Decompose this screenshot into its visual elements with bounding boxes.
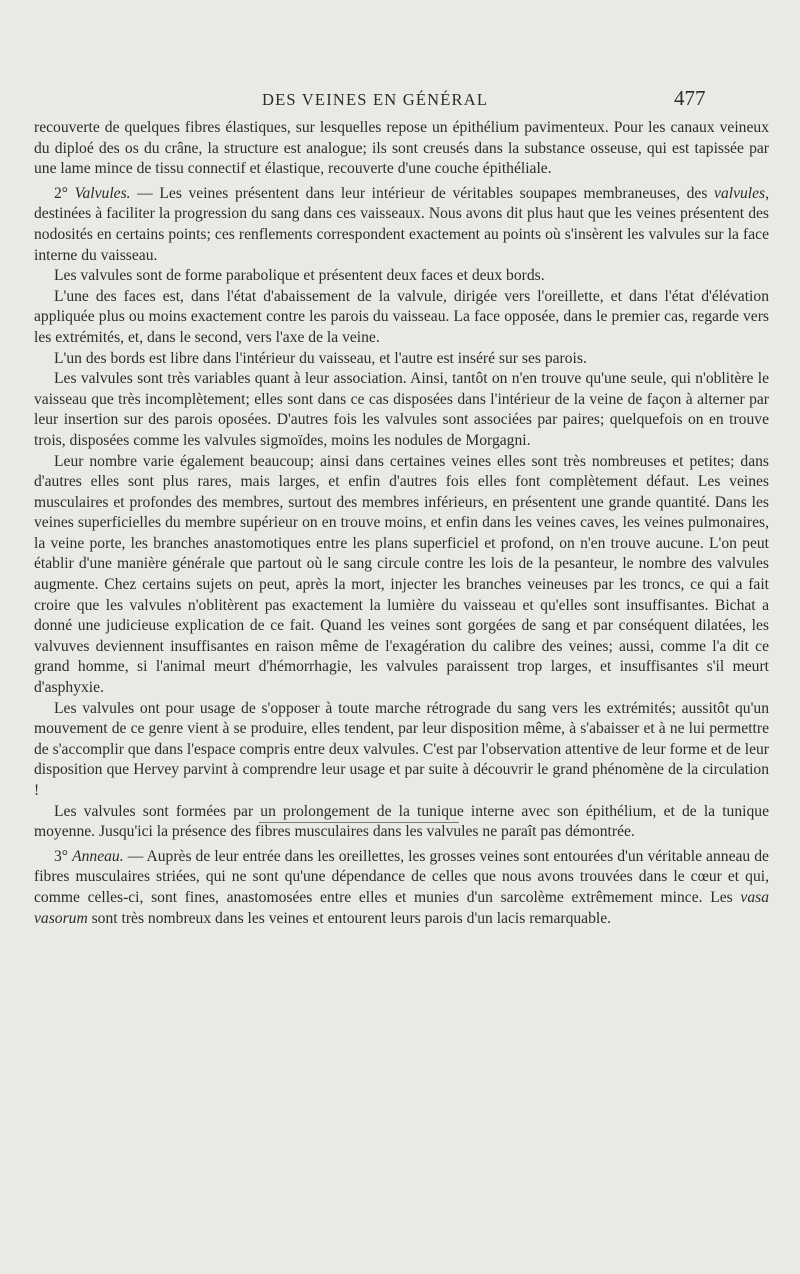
section-title: Anneau. bbox=[72, 847, 124, 865]
section-number: 2° bbox=[54, 184, 69, 202]
paragraph: L'une des faces est, dans l'état d'abaissement de la valvule, dirigée vers l'oreillette, et dans l'état d'élévation appliquée plus ou moins exactement contre les parois du vaisseau. La face opposée, dans le premier cas, regarde vers les extrémités, et, dans le second, vers l'axe de la veine. bbox=[34, 287, 769, 346]
footer-rule bbox=[259, 822, 459, 823]
paragraph: Leur nombre varie également beaucoup; ainsi dans certaines veines elles sont très nombreuses et petites; dans d'autres elles sont plus rares, mais larges, et enfin d'autres fois elles font complètement défaut. Les veines musculaires et profondes des membres, surtout des membres inférieurs, en présentent une grande quantité. Dans les veines superficielles du membre supérieur on en trouve moins, et enfin dans les veines caves, les veines pulmonaires, la veine porte, les branches anastomotiques entre les plans superficiel et profond, on n'en trouve aucune. L'on peut établir d'une manière générale que partout où le sang circule contre les lois de la pesanteur, le nombre des valvules augmente. Chez certains sujets on peut, après la mort, injecter les branches veineuses par les troncs, ce qui a fait croire que les valvules n'oblitèrent pas exactement la lumière du vaisseau et qu'elles sont insuffisantes. Bichat a donné une judicieuse explication de ce fait. Quand les veines sont gorgées de sang et par conséquent dilatées, les valvuves deviennent insuffisantes en raison même de l'exagération du calibre des veines; aussi, comme l'a dit ce grand homme, si l'animal meurt d'hémorrhagie, les valvules paraissent trop larges, et insuffisantes s'il meurt d'asphyxie. bbox=[34, 452, 769, 697]
running-title: DES VEINES EN GÉNÉRAL bbox=[262, 90, 489, 109]
paragraph-text: sont très nombreux dans les veines et entourent leurs parois d'un lacis remarquable. bbox=[87, 909, 612, 927]
section-dash: — bbox=[130, 184, 160, 202]
paragraph: Les valvules ont pour usage de s'opposer à toute marche rétrograde du sang vers les extrémités; aussitôt qu'un mouvement de ce genre vient à se produire, elles tendent, par leur disposition même, à s'abaisser et à ne lui permettre de s'accomplir que dans l'espace compris entre deux valvules. C'est par l'observation attentive de leur forme et de leur disposition que Hervey parvint à comprendre leur usage et par suite à découvrir le grand phénomène de la circulation ! bbox=[34, 699, 769, 799]
section-anneau bbox=[34, 847, 769, 929]
section-number: 3° bbox=[54, 847, 69, 865]
paragraph-text: , destinées à faciliter la progression du sang dans ces vaisseaux. Nous avons dit plus haut que les veines présentent des nodosités en certains points; ces renflements correspondent exactement au points où s'insèrent les valvules sur la face interne du vaisseau. bbox=[34, 184, 770, 264]
paragraph: L'un des bords est libre dans l'intérieur du vaisseau, et l'autre est inséré sur ses parois. bbox=[54, 349, 587, 367]
section-dash: — bbox=[123, 847, 147, 865]
body-text bbox=[34, 118, 769, 929]
paragraph-text: Les veines présentent dans leur intérieur de véritables soupapes membraneuses, des bbox=[159, 184, 715, 202]
page-number: 477 bbox=[674, 86, 706, 110]
paragraph: Les valvules sont formées par un prolongement de la tunique interne avec son épithélium, et de la tunique moyenne. Jusqu'ici la présence des fibres musculaires dans les valvules ne paraît pas démontrée. bbox=[34, 802, 769, 841]
paragraph-text: Auprès de leur entrée dans les oreillettes, les grosses veines sont entourées d'un véritable anneau de fibres musculaires striées, qui ne sont qu'une dépendance de celles que nous avons trouvées dans le cœur et qui, comme celles-ci, sont fines, anastomosées entre elles et munies d'un sarcolème extrêmement mince. Les bbox=[34, 847, 769, 906]
paragraph: recouverte de quelques fibres élastiques, sur lesquelles repose un épithélium pavimenteux. Pour les canaux veineux du diploé des os du crâne, la structure est analogue; ils sont creusés dans la substance osseuse, qui est tapissée par une lame mince de tissu connectif et élastique, recouverte d'une couche épithéliale. bbox=[34, 119, 769, 178]
paragraph: Les valvules sont de forme parabolique et présentent deux faces et deux bords. bbox=[54, 267, 545, 285]
italic-term: valvules bbox=[714, 184, 766, 202]
italic-term: vasa vasorum bbox=[34, 888, 769, 927]
section-valvules bbox=[34, 184, 769, 266]
section-title: Valvules. bbox=[74, 184, 131, 202]
page-header bbox=[0, 86, 800, 116]
paragraph: Les valvules sont très variables quant à leur association. Ainsi, tantôt on n'en trouve qu'une seule, qui n'oblitère le vaisseau que très incomplètement; elles sont dans ce cas disposées dans l'intérieur de la veine de façon à alterner par leur insertion sur des parois oposées. D'autres fois les valvules sont associées par paires; quelquefois on en trouve trois, disposées comme les valvules sigmoïdes, moins les nodules de Morgagni. bbox=[34, 370, 769, 449]
